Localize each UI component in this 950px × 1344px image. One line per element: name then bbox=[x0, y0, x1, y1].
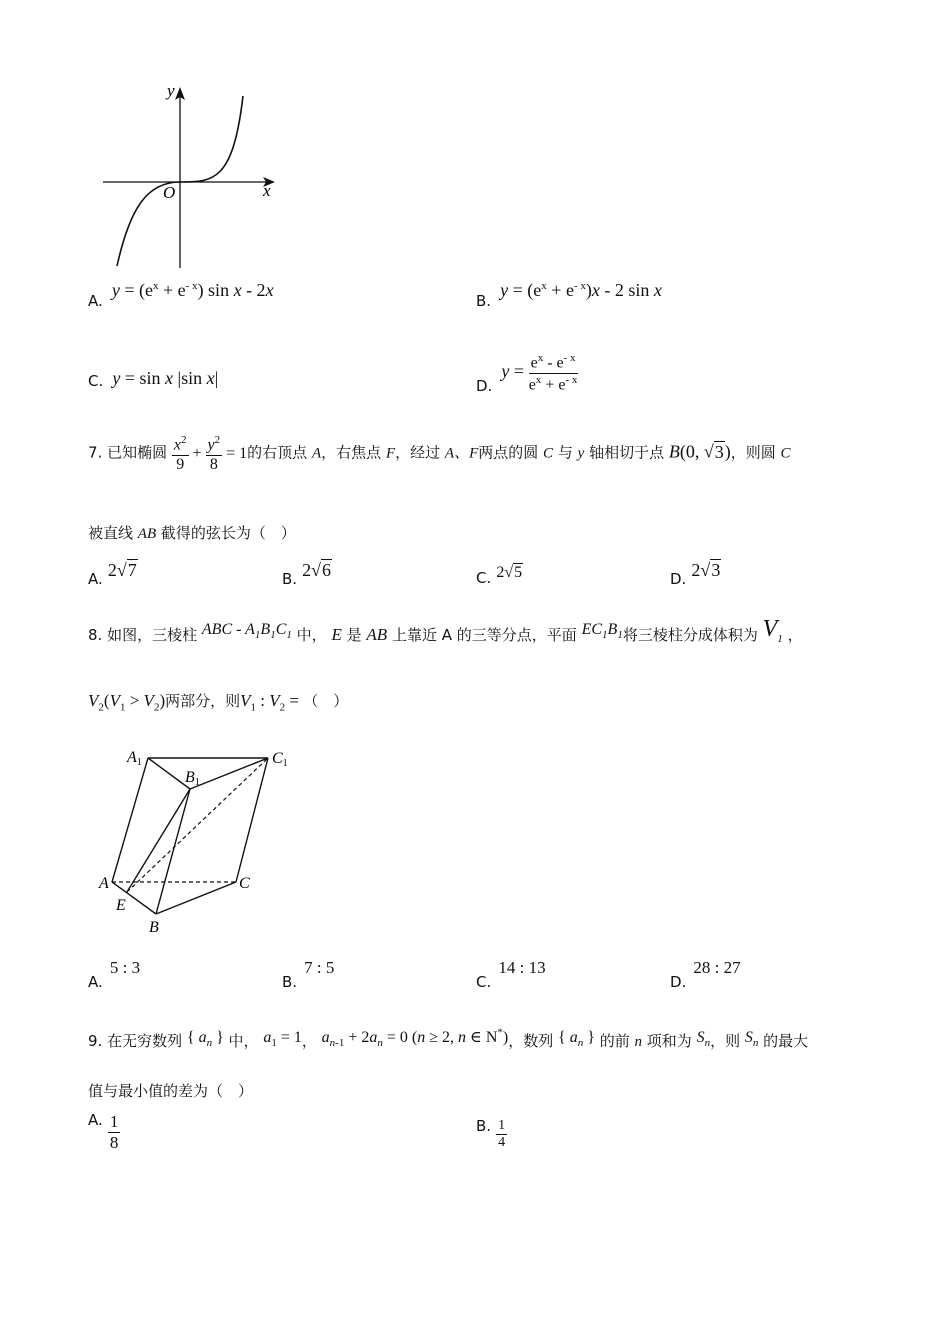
option-label: C. bbox=[476, 569, 492, 587]
option-formula: $y = (e^x + e^{- x})$ sin x - 2x bbox=[111, 280, 274, 300]
axis-y: y bbox=[577, 445, 585, 462]
q9-number: 9. bbox=[88, 1032, 103, 1050]
q7-text9: ，则圆 bbox=[730, 443, 776, 462]
option-value: 14 : 13 bbox=[498, 958, 546, 977]
q8-text2: 中， bbox=[296, 626, 327, 644]
y-axis-label: y bbox=[167, 81, 175, 100]
q8-option-b[interactable] bbox=[282, 958, 335, 991]
q8-text7: 两部分，则 bbox=[165, 692, 241, 710]
q8-option-a[interactable] bbox=[88, 958, 141, 991]
q7-text6: 两点的圆 bbox=[478, 443, 539, 462]
q9-text7: ，则 bbox=[710, 1032, 741, 1050]
q7-option-c[interactable]: C. 2√5 bbox=[476, 564, 523, 587]
q8-option-d[interactable] bbox=[670, 958, 741, 991]
q7-text4: ，经过 bbox=[395, 443, 441, 462]
label-a: A bbox=[99, 875, 109, 892]
circle-c-2: C bbox=[780, 445, 791, 462]
q8-text8: （ ） bbox=[303, 692, 349, 710]
label-b1: B1 bbox=[185, 769, 200, 788]
q9-option-b[interactable] bbox=[476, 1118, 507, 1151]
prism-name: ABC - $A_1B_1C_1$ bbox=[201, 621, 292, 642]
q7-text1: 已知椭圆 bbox=[107, 443, 168, 462]
q8-number: 8. bbox=[88, 626, 103, 644]
option-numerator: 1 bbox=[496, 1118, 507, 1135]
option-radicand: 5 bbox=[514, 564, 523, 581]
option-label: D. bbox=[670, 570, 687, 588]
option-label: C. bbox=[476, 973, 492, 991]
label-c: C bbox=[239, 875, 250, 892]
option-formula: y = sin x |sin x| bbox=[112, 368, 219, 388]
initial-term: $a_1 = 1$ bbox=[263, 1029, 302, 1050]
option-formula: $y = (e^x + e^{- x})x - 2$ sin x bbox=[500, 280, 662, 300]
option-denominator: 8 bbox=[109, 1132, 119, 1152]
q6-option-b[interactable] bbox=[476, 280, 662, 311]
q9-text3: ， bbox=[301, 1032, 317, 1050]
sum-sn-2: $S_n$ bbox=[744, 1029, 759, 1050]
x-axis-label: x bbox=[263, 181, 271, 200]
q8-option-c[interactable] bbox=[476, 958, 546, 991]
sequence-an-2: { $a_n$ } bbox=[558, 1029, 595, 1050]
q7-option-b[interactable]: B. 2√6 bbox=[282, 560, 332, 588]
q6-option-d[interactable] bbox=[476, 352, 578, 394]
q9-text4: ，数列 bbox=[508, 1032, 554, 1050]
plane-name: $EC_1B_1$ bbox=[581, 621, 623, 642]
q7-line1 bbox=[88, 434, 791, 474]
q9-line1 bbox=[88, 1026, 809, 1053]
option-label: B. bbox=[476, 292, 492, 310]
option-value: 28 : 27 bbox=[693, 958, 741, 977]
q8-text1: 如图，三棱柱 bbox=[107, 626, 198, 644]
line-ab: AB bbox=[137, 526, 157, 542]
q9-line2: 值与最小值的差为（ ） bbox=[88, 1082, 254, 1100]
q8-line2 bbox=[88, 690, 348, 713]
q7-line2-post: 截得的弦长为（ ） bbox=[160, 524, 296, 542]
q8-text3: 是 bbox=[346, 626, 362, 644]
q7-text7: 与 bbox=[557, 443, 573, 462]
label-e: E bbox=[116, 897, 126, 914]
recurrence: $a_{n-1} + 2a_n = 0$ (n ≥ 2, n ∈ N*) bbox=[321, 1026, 509, 1050]
option-label: B. bbox=[282, 570, 298, 588]
q9-option-a[interactable] bbox=[88, 1112, 120, 1152]
q8-line1 bbox=[88, 616, 803, 649]
option-label: B. bbox=[282, 973, 298, 991]
q9-text6: 项和为 bbox=[646, 1032, 692, 1050]
q7-number: 7. bbox=[88, 443, 103, 462]
q9-text1: 在无穷数列 bbox=[107, 1032, 183, 1050]
option-numerator: 1 bbox=[109, 1112, 119, 1131]
q8-text6: ， bbox=[787, 626, 803, 644]
origin-label: O bbox=[163, 183, 176, 202]
q9-text2: 中， bbox=[228, 1032, 259, 1050]
label-a1: A1 bbox=[127, 749, 142, 768]
point-a: A bbox=[311, 445, 322, 462]
volume-v1: $V_1$ bbox=[762, 616, 783, 645]
option-value: 7 : 5 bbox=[304, 958, 335, 977]
function-graph bbox=[95, 78, 290, 273]
label-c1: C1 bbox=[272, 750, 288, 769]
q7-text2: 的右顶点 bbox=[247, 443, 308, 462]
option-label: D. bbox=[476, 377, 493, 396]
q7-line2 bbox=[88, 522, 296, 543]
label-b: B bbox=[149, 919, 159, 936]
prism-figure bbox=[95, 742, 300, 940]
option-coef: 2 bbox=[496, 564, 505, 581]
segment-ab: AB bbox=[366, 625, 388, 644]
option-formula: y = $\frac{e^x - e^{- x}}{e^x + e^{- x}}$ bbox=[501, 352, 578, 394]
option-coef: 2 bbox=[691, 560, 701, 580]
option-label: A. bbox=[88, 973, 103, 991]
q9-text5: 的前 bbox=[599, 1032, 630, 1050]
point-e: E bbox=[331, 625, 342, 644]
option-radicand: 3 bbox=[711, 560, 721, 580]
q7-line2-pre: 被直线 bbox=[88, 524, 134, 542]
q8-text5: 将三棱柱分成体积为 bbox=[622, 626, 758, 644]
ratio-expression: $V_1$ : $V_2$ = bbox=[240, 691, 304, 714]
q8-text4: 上靠近 A 的三等分点，平面 bbox=[391, 626, 577, 644]
option-label: C. bbox=[88, 372, 104, 390]
q7-text8: 轴相切于点 bbox=[589, 443, 665, 462]
option-radicand: 6 bbox=[322, 560, 332, 580]
ellipse-equation: $\frac{x^2}{9}$ + $\frac{y^2}{8}$ = 1 bbox=[173, 434, 248, 473]
option-coef: 2 bbox=[107, 560, 117, 580]
option-radicand: 7 bbox=[127, 560, 137, 580]
q7-option-a[interactable]: A. 2√7 bbox=[88, 560, 137, 588]
option-label: A. bbox=[88, 292, 103, 310]
option-label: A. bbox=[88, 1110, 103, 1129]
q7-option-d[interactable]: D. 2√3 bbox=[670, 560, 721, 588]
option-denominator: 4 bbox=[498, 1135, 506, 1151]
point-f: F bbox=[385, 445, 396, 462]
volume-relation: $V_2(V_1 > V_2)$ bbox=[88, 691, 166, 714]
option-coef: 2 bbox=[302, 560, 312, 580]
q6-option-c[interactable] bbox=[88, 370, 218, 391]
var-n: n bbox=[634, 1034, 642, 1050]
q9-text8: 的最大 bbox=[763, 1032, 809, 1050]
option-label: B. bbox=[476, 1117, 492, 1136]
option-value: 5 : 3 bbox=[109, 958, 141, 977]
points-af: A、F bbox=[444, 445, 479, 462]
circle-c: C bbox=[543, 445, 554, 462]
q7-text3: ，右焦点 bbox=[321, 443, 382, 462]
sum-sn: $S_n$ bbox=[696, 1029, 711, 1050]
sequence-an: { $a_n$ } bbox=[186, 1029, 224, 1050]
option-label: A. bbox=[88, 570, 103, 588]
q6-option-a[interactable] bbox=[88, 280, 274, 311]
option-label: D. bbox=[670, 973, 687, 991]
point-b: B(0, √3) bbox=[668, 441, 731, 462]
